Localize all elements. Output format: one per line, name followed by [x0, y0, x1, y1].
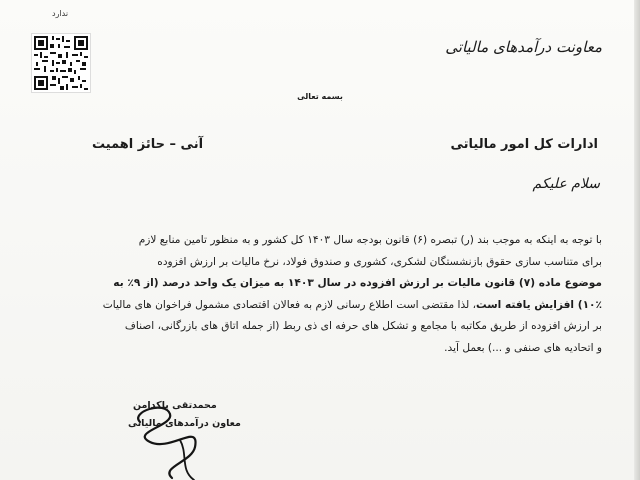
body-line-rest: ، لذا مقتضی است اطلاع رسانی لازم به فعالان اقتصادی مشمول فراخوان های مالیات: [102, 298, 477, 311]
letter-body: [42, 230, 602, 359]
body-line: [42, 295, 602, 317]
page-edge: [634, 0, 640, 480]
urgency-label: آنی – حائز اهمیت: [92, 137, 204, 152]
body-line: با توجه به اینکه به موجب بند (ر) تبصره (۶) قانون بودجه سال ۱۴۰۳ کل کشور و به منظور تامین منابع لازم: [138, 234, 602, 246]
body-line-bold: موضوع ماده (۷) قانون مالیات بر ارزش افزوده در سال ۱۴۰۳ به میزان یک واحد درصد (از ۹٪ به: [113, 277, 602, 289]
signatory-name: محمدتقی پاکدامن: [133, 400, 217, 411]
addressee: ادارات کل امور مالیاتی: [450, 137, 598, 152]
body-line: بر ارزش افزوده از طریق مکاتبه با مجامع و تشکل های حرفه ای ذی ربط (از جمله اتاق های بازرگانی، اصناف: [124, 320, 602, 332]
top-note: ندارد: [52, 9, 69, 18]
qr-code-icon: [32, 34, 90, 92]
body-line: و اتحادیه های صنفی و ...) بعمل آید.: [444, 341, 602, 354]
greeting: سلام علیکم: [532, 176, 600, 192]
body-highlight: ۱۰٪) افزایش یافته است: [476, 298, 602, 311]
basmala: بسمه تعالی: [297, 92, 343, 101]
body-line: برای متناسب سازی حقوق بازنشستگان لشکری، کشوری و صندوق فولاد، نرخ مالیات بر ارزش افزوده: [157, 255, 602, 268]
signatory-title: معاون درآمدهای مالیاتی: [128, 418, 241, 429]
qr-code: [31, 33, 91, 93]
department-header: معاونت درآمدهای مالیاتی: [445, 38, 602, 56]
